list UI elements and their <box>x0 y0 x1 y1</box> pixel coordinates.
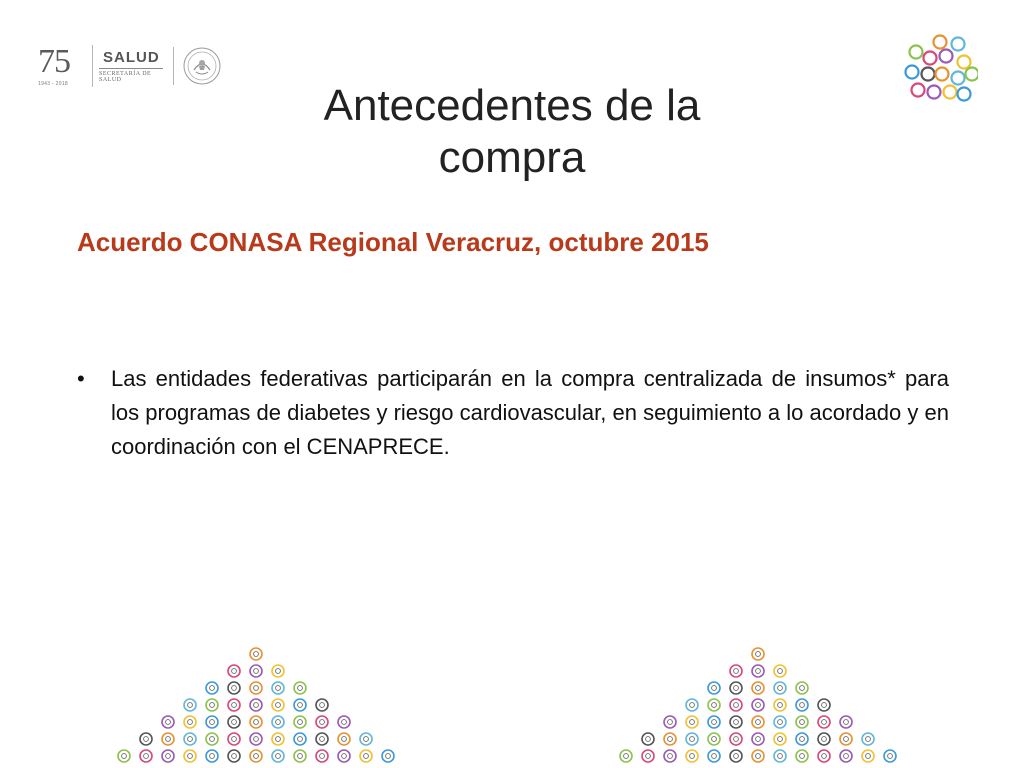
ring-decoration <box>276 720 281 725</box>
ring-decoration <box>232 720 237 725</box>
ring-decoration <box>144 754 149 759</box>
ring-decoration <box>712 737 717 742</box>
ring-decoration <box>342 737 347 742</box>
ring-decoration <box>884 750 896 762</box>
ring-decoration <box>730 716 742 728</box>
ring-decoration <box>818 750 830 762</box>
ring-decoration <box>840 750 852 762</box>
anniversary-number: 75 <box>38 43 70 80</box>
ring-decoration <box>664 716 676 728</box>
ring-decoration <box>778 686 783 691</box>
ring-decoration <box>774 733 786 745</box>
ring-decoration <box>206 699 218 711</box>
ring-decoration <box>730 750 742 762</box>
ring-decoration <box>316 733 328 745</box>
ring-decoration <box>294 682 306 694</box>
ring-decoration <box>272 682 284 694</box>
ring-decoration <box>188 754 193 759</box>
ring-decoration <box>140 733 152 745</box>
ring-decoration <box>774 665 786 677</box>
ring-decoration <box>210 720 215 725</box>
ring-decoration <box>162 733 174 745</box>
ring-decoration <box>664 733 676 745</box>
ring-decoration <box>250 699 262 711</box>
ring-decoration <box>360 750 372 762</box>
ring-decoration <box>228 716 240 728</box>
ring-decoration <box>796 750 808 762</box>
decorative-rings-pattern <box>0 640 1024 768</box>
ring-decoration <box>228 682 240 694</box>
ring-decoration <box>188 720 193 725</box>
ring-decoration <box>862 750 874 762</box>
ring-decoration <box>818 716 830 728</box>
ring-decoration <box>756 703 761 708</box>
ring-decoration <box>276 669 281 674</box>
ring-decoration <box>734 669 739 674</box>
ring-decoration <box>796 682 808 694</box>
ring-decoration <box>294 716 306 728</box>
ring-decoration <box>910 46 923 59</box>
ring-decoration <box>756 669 761 674</box>
ring-decoration <box>232 754 237 759</box>
ring-decoration <box>624 754 629 759</box>
ring-decoration <box>712 720 717 725</box>
ring-decoration <box>690 737 695 742</box>
ring-decoration <box>668 754 673 759</box>
ring-decoration <box>316 699 328 711</box>
ring-decoration <box>276 737 281 742</box>
anniversary-logo <box>38 45 88 87</box>
ring-decoration <box>866 737 871 742</box>
ring-decoration <box>338 750 350 762</box>
ring-decoration <box>774 699 786 711</box>
ring-decoration <box>800 720 805 725</box>
ring-decoration <box>708 750 720 762</box>
ring-decoration <box>232 669 237 674</box>
ring-decoration <box>734 720 739 725</box>
ring-decoration <box>866 754 871 759</box>
ring-decoration <box>690 754 695 759</box>
ring-decoration <box>734 737 739 742</box>
ring-decoration <box>734 703 739 708</box>
ring-decoration <box>294 699 306 711</box>
ring-decoration <box>734 754 739 759</box>
ring-decoration <box>778 703 783 708</box>
ring-decoration <box>646 754 651 759</box>
ring-decoration <box>818 733 830 745</box>
ring-decoration <box>316 716 328 728</box>
ring-decoration <box>206 733 218 745</box>
ring-decoration <box>184 733 196 745</box>
ring-decoration <box>188 737 193 742</box>
ring-decoration <box>756 652 761 657</box>
ring-decoration <box>250 682 262 694</box>
ring-decoration <box>840 716 852 728</box>
ring-decoration <box>338 733 350 745</box>
ring-decoration <box>778 737 783 742</box>
ring-decoration <box>320 754 325 759</box>
ring-decoration <box>668 720 673 725</box>
ring-decoration <box>386 754 391 759</box>
ring-decoration <box>752 733 764 745</box>
anniversary-years: 1943 - 2018 <box>38 81 68 87</box>
ring-decoration <box>272 750 284 762</box>
ministry-name: SALUD <box>103 48 160 66</box>
ring-decoration <box>708 699 720 711</box>
ring-decoration <box>734 686 739 691</box>
ring-decoration <box>272 716 284 728</box>
ring-decoration <box>364 754 369 759</box>
ring-decoration <box>774 682 786 694</box>
list-item <box>77 362 949 464</box>
ring-decoration <box>958 88 971 101</box>
ring-decoration <box>298 686 303 691</box>
ring-decoration <box>888 754 893 759</box>
ring-decoration <box>642 750 654 762</box>
ring-decoration <box>162 750 174 762</box>
ring-decoration <box>686 733 698 745</box>
slide-subtitle: Acuerdo CONASA Regional Veracruz, octubre 2015 <box>77 227 709 257</box>
ring-decoration <box>228 699 240 711</box>
ring-decoration <box>844 720 849 725</box>
ring-decoration <box>912 84 925 97</box>
ring-decoration <box>686 750 698 762</box>
ring-decoration <box>298 720 303 725</box>
logo-divider <box>173 47 174 85</box>
ring-decoration <box>166 737 171 742</box>
ring-decoration <box>752 716 764 728</box>
ring-decoration <box>228 750 240 762</box>
header-logos <box>38 40 222 92</box>
ring-decoration <box>342 720 347 725</box>
ring-decoration <box>342 754 347 759</box>
ring-decoration <box>664 750 676 762</box>
ring-decoration <box>934 36 947 49</box>
ring-decoration <box>228 665 240 677</box>
ring-decoration <box>966 68 979 81</box>
bullet-marker: • <box>77 366 85 391</box>
ring-decoration <box>210 686 215 691</box>
salud-logo <box>99 50 169 83</box>
ring-decoration <box>298 754 303 759</box>
ring-decoration <box>294 733 306 745</box>
ring-decoration <box>620 750 632 762</box>
ring-decoration <box>184 699 196 711</box>
title-line-1: Antecedentes de la <box>323 81 701 130</box>
ring-decoration <box>646 737 651 742</box>
ring-decoration <box>730 665 742 677</box>
ring-decoration <box>690 703 695 708</box>
ring-decoration <box>708 733 720 745</box>
ring-decoration <box>822 737 827 742</box>
ring-decoration <box>144 737 149 742</box>
ring-decoration <box>690 720 695 725</box>
ring-decoration <box>276 686 281 691</box>
ring-decoration <box>796 699 808 711</box>
ring-decoration <box>752 750 764 762</box>
bullet-list <box>77 362 949 464</box>
ring-decoration <box>730 733 742 745</box>
ring-decoration <box>840 733 852 745</box>
ring-decoration <box>862 733 874 745</box>
ring-decoration <box>800 754 805 759</box>
ring-decoration <box>928 86 941 99</box>
ring-decoration <box>140 750 152 762</box>
ring-decoration <box>250 716 262 728</box>
ring-decoration <box>778 754 783 759</box>
ring-decoration <box>184 716 196 728</box>
ring-decoration <box>254 720 259 725</box>
ring-decoration <box>338 716 350 728</box>
ring-decoration <box>906 66 919 79</box>
ring-decoration <box>944 86 957 99</box>
ring-decoration <box>730 682 742 694</box>
ring-decoration <box>778 720 783 725</box>
ring-decoration <box>822 703 827 708</box>
ring-decoration <box>686 716 698 728</box>
ring-decoration <box>800 703 805 708</box>
ring-decoration <box>922 68 935 81</box>
ring-decoration <box>752 648 764 660</box>
ring-decoration <box>162 716 174 728</box>
ring-decoration <box>184 750 196 762</box>
ministry-subtitle: SECRETARÍA DE SALUD <box>99 70 152 83</box>
ring-decoration <box>752 682 764 694</box>
ring-decoration <box>232 737 237 742</box>
ring-decoration <box>712 703 717 708</box>
ring-decoration <box>320 737 325 742</box>
ring-decoration <box>844 737 849 742</box>
ring-decoration <box>822 720 827 725</box>
ring-decoration <box>774 716 786 728</box>
ring-decoration <box>250 648 262 660</box>
ring-decoration <box>642 733 654 745</box>
ring-decoration <box>822 754 827 759</box>
ring-decoration <box>188 703 193 708</box>
ring-decoration <box>254 652 259 657</box>
ring-decoration <box>924 52 937 65</box>
ring-decoration <box>228 733 240 745</box>
ring-decoration <box>254 703 259 708</box>
ring-decoration <box>210 703 215 708</box>
ring-decoration <box>712 754 717 759</box>
ring-decoration <box>206 750 218 762</box>
ring-decoration <box>952 38 965 51</box>
ring-decoration <box>708 716 720 728</box>
ring-decoration <box>272 665 284 677</box>
ring-decoration <box>730 699 742 711</box>
ring-decoration <box>206 716 218 728</box>
ring-decoration <box>210 737 215 742</box>
ring-decoration <box>940 50 953 63</box>
ring-decoration <box>668 737 673 742</box>
circles-logo-icon <box>902 34 978 104</box>
ring-decoration <box>320 720 325 725</box>
ring-decoration <box>382 750 394 762</box>
ring-decoration <box>206 682 218 694</box>
title-line-2: compra <box>438 133 586 182</box>
ring-decoration <box>936 68 949 81</box>
ring-decoration <box>364 737 369 742</box>
ring-decoration <box>210 754 215 759</box>
bullet-text: Las entidades federativas participarán en la compra centralizada de insumos* para los programas de diabetes y riesgo cardiovascular, en seguimiento a lo acordado y en coordinación con el CENAPRECE. <box>111 366 949 459</box>
ring-decoration <box>778 669 783 674</box>
ring-decoration <box>254 686 259 691</box>
ring-decoration <box>686 699 698 711</box>
ring-decoration <box>320 703 325 708</box>
ring-decoration <box>250 733 262 745</box>
ring-decoration <box>774 750 786 762</box>
ring-decoration <box>294 750 306 762</box>
ring-decoration <box>254 737 259 742</box>
ring-decoration <box>232 686 237 691</box>
ring-decoration <box>958 56 971 69</box>
ring-decoration <box>800 686 805 691</box>
ring-decoration <box>844 754 849 759</box>
ring-decoration <box>298 737 303 742</box>
ring-decoration <box>276 703 281 708</box>
ring-decoration <box>250 665 262 677</box>
ring-decoration <box>752 699 764 711</box>
ring-decoration <box>756 754 761 759</box>
ring-decoration <box>316 750 328 762</box>
ring-decoration <box>796 733 808 745</box>
ring-decoration <box>272 733 284 745</box>
ring-decoration <box>272 699 284 711</box>
ring-decoration <box>756 737 761 742</box>
ministry-rule <box>99 68 163 69</box>
ring-decoration <box>708 682 720 694</box>
ring-decoration <box>756 686 761 691</box>
ring-decoration <box>166 720 171 725</box>
ring-decoration <box>298 703 303 708</box>
ring-decoration <box>118 750 130 762</box>
ring-decoration <box>360 733 372 745</box>
ring-decoration <box>818 699 830 711</box>
ring-decoration <box>250 750 262 762</box>
ring-decoration <box>166 754 171 759</box>
ring-decoration <box>254 754 259 759</box>
ring-decoration <box>232 703 237 708</box>
ring-decoration <box>122 754 127 759</box>
page-title <box>200 80 824 184</box>
ring-decoration <box>796 716 808 728</box>
ring-decoration <box>952 72 965 85</box>
logo-divider <box>92 45 93 87</box>
ring-decoration <box>254 669 259 674</box>
ring-decoration <box>752 665 764 677</box>
ring-decoration <box>756 720 761 725</box>
ring-decoration <box>712 686 717 691</box>
ring-decoration <box>276 754 281 759</box>
ring-decoration <box>800 737 805 742</box>
